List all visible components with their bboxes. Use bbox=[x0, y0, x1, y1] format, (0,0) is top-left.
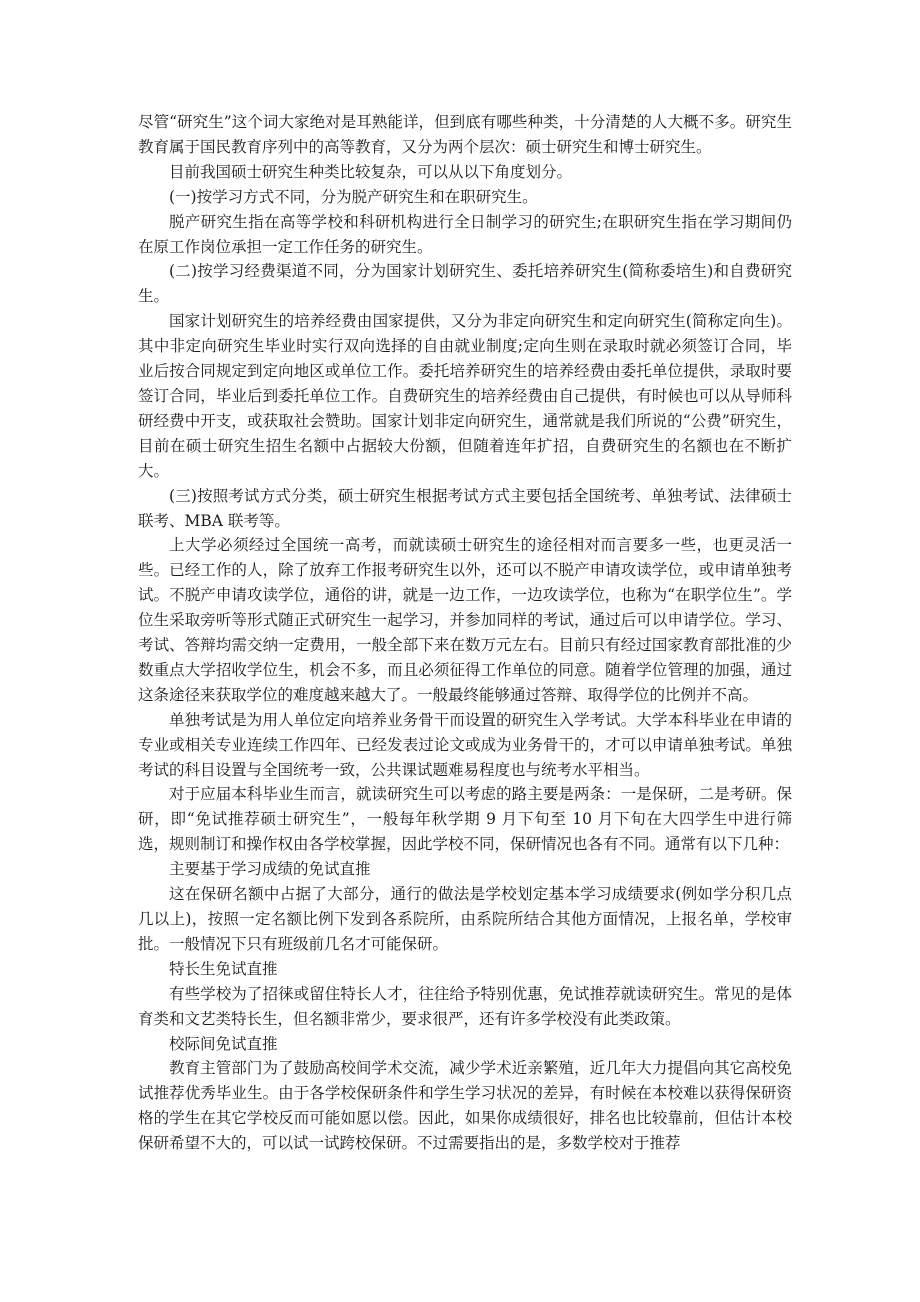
section-heading-2: 特长生免试直推 bbox=[169, 959, 278, 978]
paragraph-2: 目前我国硕士研究生种类比较复杂，可以从以下角度划分。 bbox=[169, 162, 573, 181]
paragraph-13: 教育主管部门为了鼓励高校间学术交流，减少学术近亲繁殖，近几年大力提倡向其它高校免试推荐优秀毕业生。由于各学校保研条件和学生学习状况的差异，有时候在本校难以获得保研资格的学生在其它学校反而可能如愿以偿。因此，如果你成绩很好，排名也比较靠前，但估计本校保研希望不大的，可以试一试跨校保研。不过需要指出的是，多数学校对于推荐 bbox=[138, 1059, 792, 1153]
paragraph-7: (三)按照考试方式分类，硕士研究生根据考试方式主要包括全国统考、单独考试、法律硕士联考、MBA 联考等。 bbox=[138, 486, 792, 530]
paragraph-4: 脱产研究生指在高等学校和科研机构进行全日制学习的研究生;在职研究生指在学习期间仍在原工作岗位承担一定工作任务的研究生。 bbox=[138, 212, 792, 256]
paragraph-10: 对于应届本科毕业生而言，就读研究生可以考虑的路主要是两条：一是保研，二是考研。保研，即“免试推荐硕士研究生”，一般每年秋学期 9 月下旬至 10 月下旬在大四学生中进行筛选，规则制订和操作权由各学校掌握，因此学校不同，保研情况也各有不同。通常有以下几种： bbox=[138, 785, 792, 854]
section-heading-1: 主要基于学习成绩的免试直推 bbox=[169, 860, 371, 879]
document-body bbox=[138, 110, 792, 1156]
paragraph-9: 单独考试是为用人单位定向培养业务骨干而设置的研究生入学考试。大学本科毕业在申请的专业或相关专业连续工作四年、已经发表过论文或成为业务骨干的，才可以申请单独考试。单独考试的科目设置与全国统考一致，公共课试题难易程度也与统考水平相当。 bbox=[138, 710, 792, 779]
paragraph-12: 有些学校为了招徕或留住特长人才，往往给予特别优惠，免试推荐就读研究生。常见的是体育类和文艺类特长生，但名额非常少，要求很严，还有许多学校没有此类政策。 bbox=[138, 984, 792, 1028]
section-heading-3: 校际间免试直推 bbox=[169, 1034, 278, 1053]
paragraph-5: (二)按学习经费渠道不同，分为国家计划研究生、委托培养研究生(简称委培生)和自费研究生。 bbox=[138, 262, 792, 306]
paragraph-6: 国家计划研究生的培养经费由国家提供，又分为非定向研究生和定向研究生(简称定向生)。其中非定向研究生毕业时实行双向选择的自由就业制度;定向生则在录取时就必须签订合同，毕业后按合同规定到定向地区或单位工作。委托培养研究生的培养经费由委托单位提供，录取时要签订合同，毕业后到委托单位工作。自费研究生的培养经费由自己提供，有时候也可以从导师科研经费中开支，或获取社会赞助。国家计划非定向研究生，通常就是我们所说的“公费”研究生，目前在硕士研究生招生名额中占据较大份额，但随着连年扩招，自费研究生的名额也在不断扩大。 bbox=[138, 312, 792, 480]
paragraph-8: 上大学必须经过全国统一高考，而就读硕士研究生的途径相对而言要多一些，也更灵活一些。已经工作的人，除了放弃工作报考研究生以外，还可以不脱产申请攻读学位，或申请单独考试。不脱产申请攻读学位，通俗的讲，就是一边工作，一边攻读学位，也称为“在职学位生”。学位生采取旁听等形式随正式研究生一起学习，并参加同样的考试，通过后可以申请学位。学习、考试、答辩均需交纳一定费用，一般全部下来在数万元左右。目前只有经过国家教育部批准的少数重点大学招收学位生，机会不多，而且必须征得工作单位的同意。随着学位管理的加强，通过这条途径来获取学位的难度越来越大了。一般最终能够通过答辩、取得学位的比例并不高。 bbox=[138, 536, 792, 704]
paragraph-11: 这在保研名额中占据了大部分，通行的做法是学校划定基本学习成绩要求(例如学分积几点几以上)，按照一定名额比例下发到各系院所，由系院所结合其他方面情况，上报名单，学校审批。一般情况下只有班级前几名才可能保研。 bbox=[138, 885, 792, 953]
paragraph-3: (一)按学习方式不同，分为脱产研究生和在职研究生。 bbox=[169, 187, 538, 206]
paragraph-1: 尽管“研究生”这个词大家绝对是耳熟能详，但到底有哪些种类，十分清楚的人大概不多。研究生教育属于国民教育序列中的高等教育，又分为两个层次：硕士研究生和博士研究生。 bbox=[138, 113, 792, 156]
